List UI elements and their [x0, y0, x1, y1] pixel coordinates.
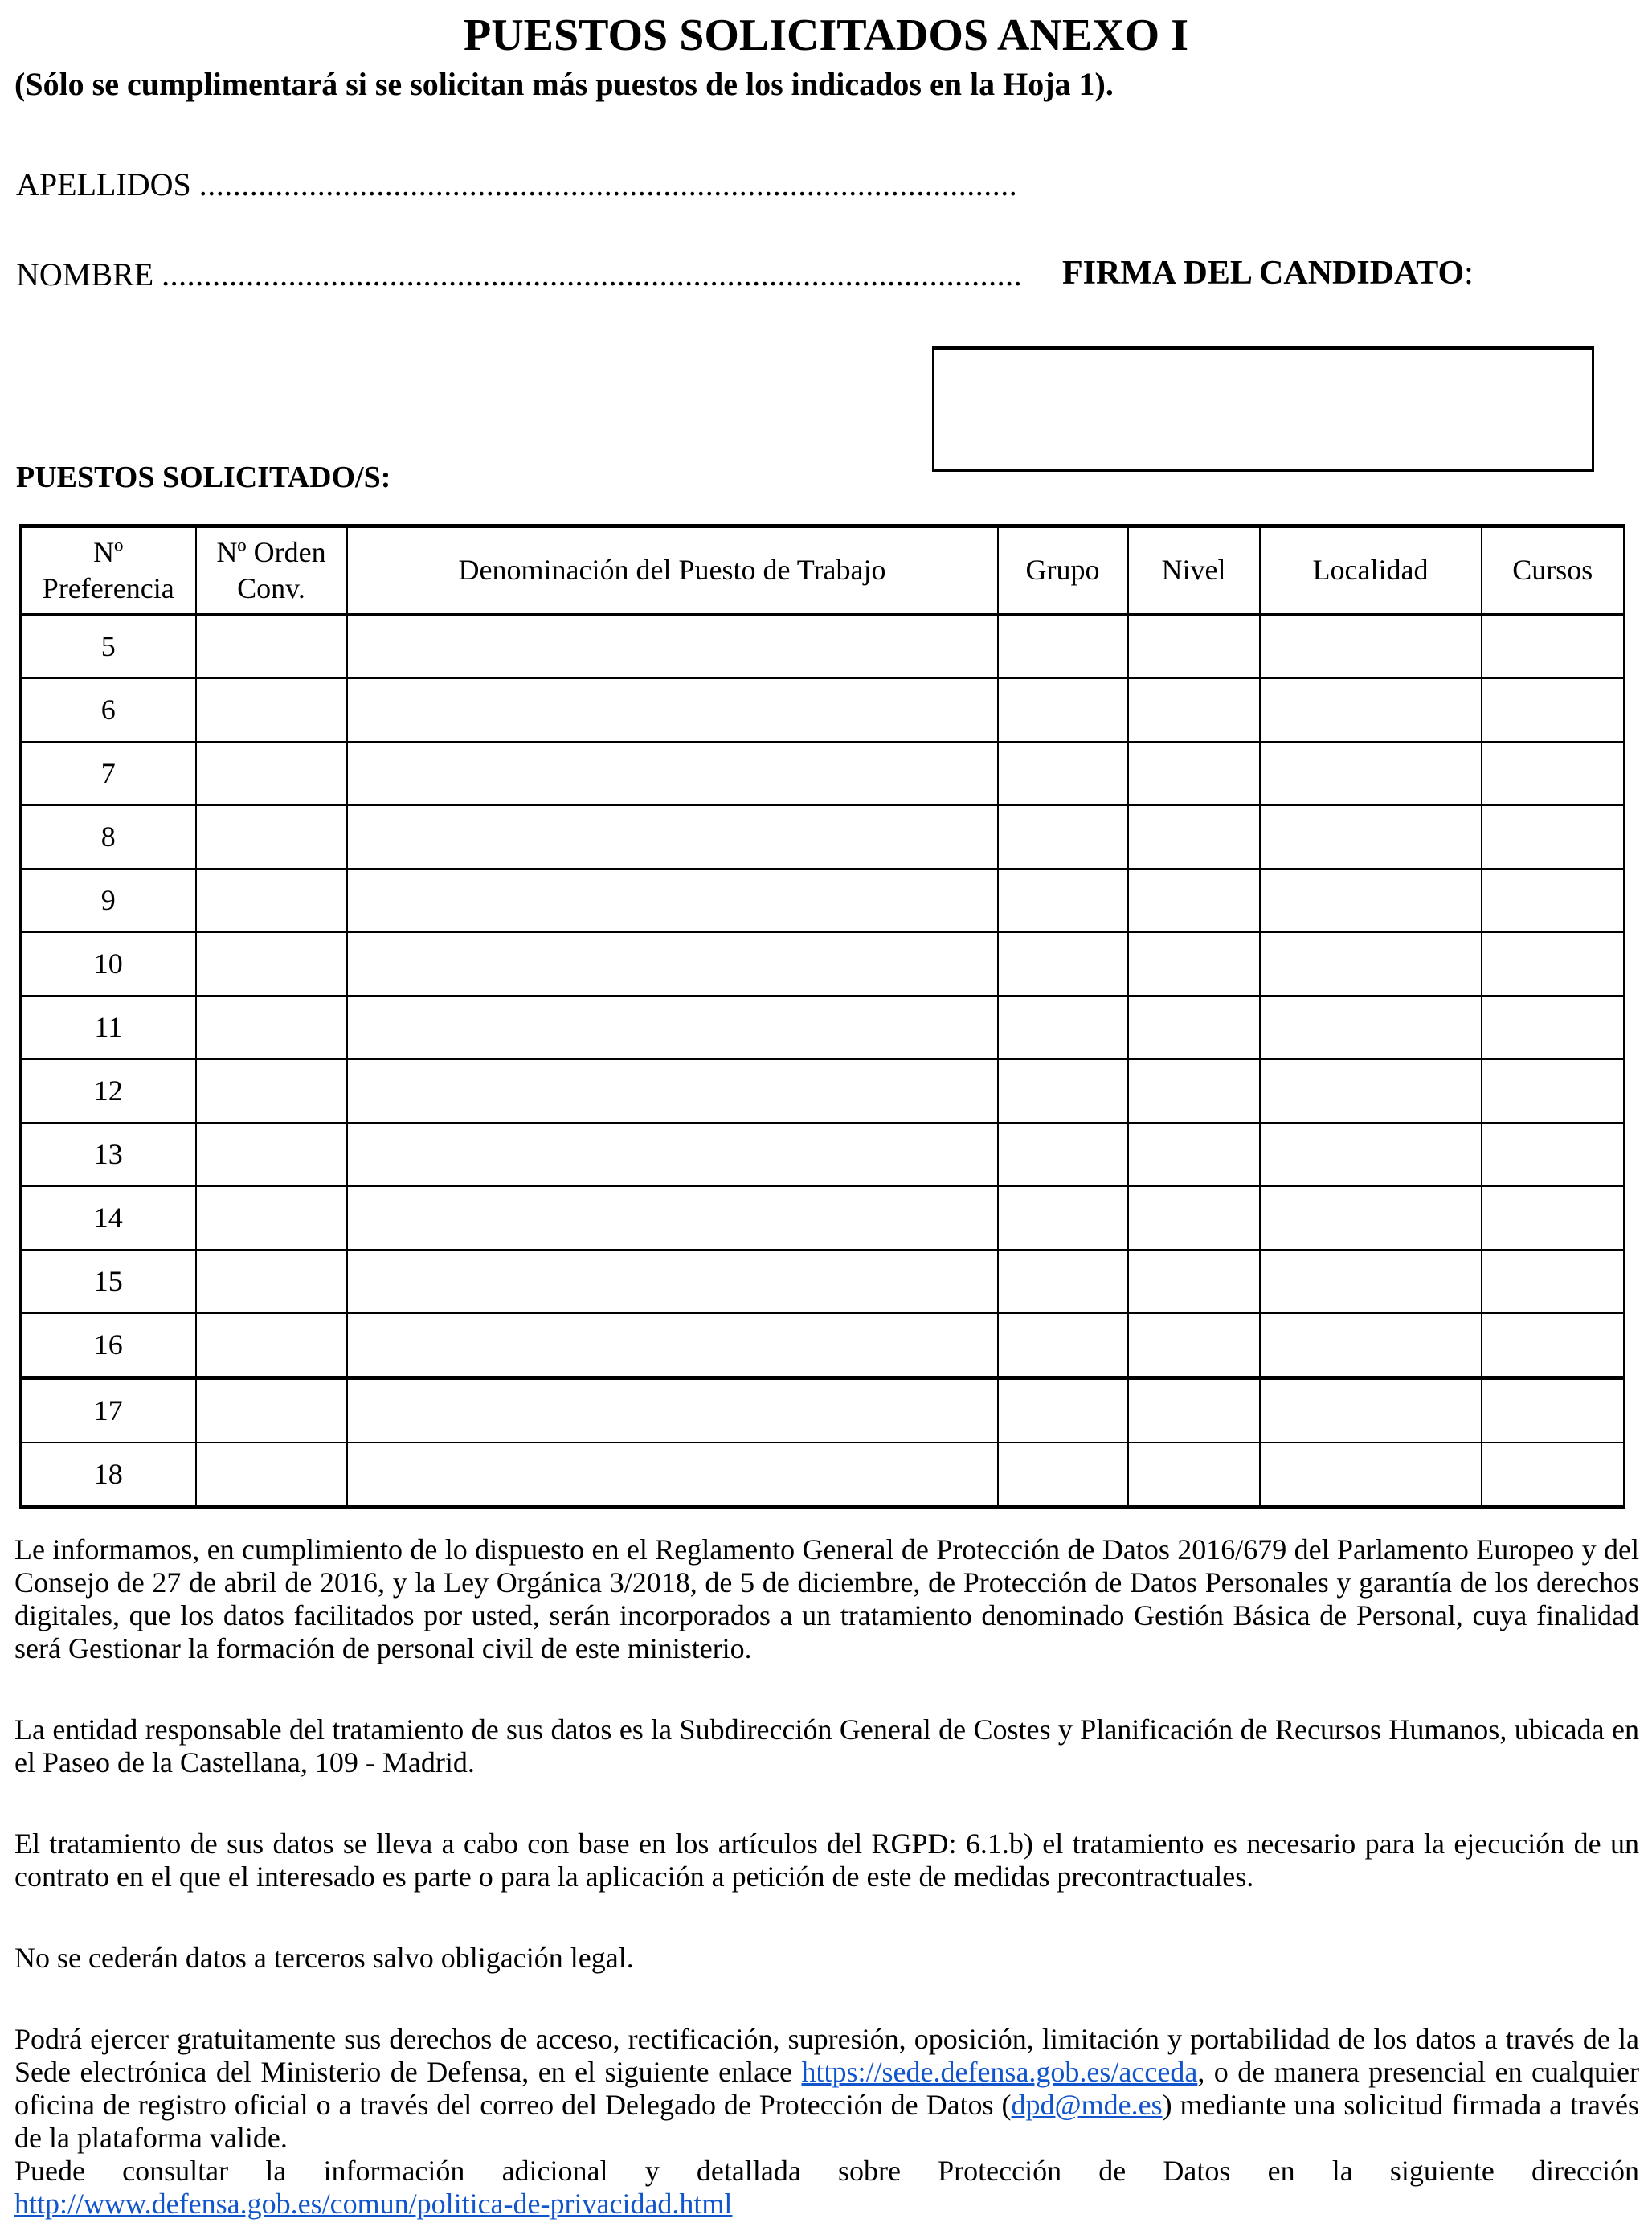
cell-num-preferencia: 9: [21, 869, 196, 932]
cell-cursos[interactable]: [1482, 1250, 1625, 1313]
cell-localidad[interactable]: [1260, 996, 1482, 1059]
cell-num-preferencia: 14: [21, 1186, 196, 1250]
cell-localidad[interactable]: [1260, 805, 1482, 869]
cell-denominacion[interactable]: [347, 996, 998, 1059]
header-nivel: Nivel: [1128, 526, 1260, 614]
cell-nivel[interactable]: [1128, 1313, 1260, 1378]
cell-grupo[interactable]: [998, 1313, 1128, 1378]
cell-cursos[interactable]: [1482, 678, 1625, 742]
table-row: [21, 742, 1625, 805]
cell-nivel[interactable]: [1128, 1059, 1260, 1123]
cell-grupo[interactable]: [998, 614, 1128, 678]
cell-num-orden-conv[interactable]: [196, 1123, 347, 1186]
cell-num-preferencia: 8: [21, 805, 196, 869]
table-row: [21, 678, 1625, 742]
cell-denominacion[interactable]: [347, 742, 998, 805]
positions-table: [19, 524, 1625, 1509]
cell-cursos[interactable]: [1482, 996, 1625, 1059]
legal-paragraph-cesion: No se cederán datos a terceros salvo obligación legal.: [14, 1941, 634, 1974]
cell-cursos[interactable]: [1482, 1313, 1625, 1378]
signature-box[interactable]: [932, 346, 1594, 472]
table-row: [21, 1186, 1625, 1250]
cell-cursos[interactable]: [1482, 614, 1625, 678]
page-title: PUESTOS SOLICITADOS ANEXO I: [464, 10, 1188, 60]
cell-denominacion[interactable]: [347, 1250, 998, 1313]
cell-num-preferencia: 16: [21, 1313, 196, 1378]
cell-localidad[interactable]: [1260, 742, 1482, 805]
paragraph-text: , o de manera presencial en cualquier oficina de registro oficial o a través del correo del Delegado de Protección de Datos (: [14, 2055, 1639, 2121]
header-localidad: Localidad: [1260, 526, 1482, 614]
cell-nivel[interactable]: [1128, 1123, 1260, 1186]
table-header-row: [21, 526, 1625, 614]
apellidos-line: [0, 167, 1652, 203]
apellidos-fill-field[interactable]: .................................................................................................: [198, 166, 1018, 203]
cell-num-orden-conv[interactable]: [196, 869, 347, 932]
cell-nivel[interactable]: [1128, 1186, 1260, 1250]
cell-localidad[interactable]: [1260, 932, 1482, 996]
cell-num-orden-conv[interactable]: [196, 742, 347, 805]
table-row: [21, 1123, 1625, 1186]
cell-localidad[interactable]: [1260, 1059, 1482, 1123]
paragraph-text: ) mediante una solicitud firmada a través de la plataforma valide.: [14, 2088, 1640, 2154]
header-denominacion-puesto: Denominación del Puesto de Trabajo: [347, 526, 998, 614]
cell-localidad[interactable]: [1260, 1123, 1482, 1186]
cell-cursos[interactable]: [1482, 1059, 1625, 1123]
cell-localidad[interactable]: [1260, 1250, 1482, 1313]
cell-num-orden-conv[interactable]: [196, 996, 347, 1059]
cell-denominacion[interactable]: [347, 678, 998, 742]
nombre-line: [0, 254, 1652, 293]
header-num-orden-conv: Nº Orden Conv.: [196, 526, 347, 614]
cell-num-orden-conv[interactable]: [196, 678, 347, 742]
cell-grupo[interactable]: [998, 1377, 1128, 1443]
cell-denominacion[interactable]: [347, 1443, 998, 1508]
cell-nivel[interactable]: [1128, 1250, 1260, 1313]
legal-paragraph-rgpd: Le informamos, en cumplimiento de lo dispuesto en el Reglamento General de Protección de Datos 2016/679 del Parlamento Europeo y del Consejo de 27 de abril de 2016, y la Ley Orgánica 3/2018, de 5 de diciembre, de Protección de Datos Personales y garantía de los derechos digitales, que los datos facilitados por usted, serán incorporados a un tratamiento denominado Gestión Básica de Personal, cuya finalidad será Gestionar la formación de personal civil de este ministerio.: [14, 1533, 1639, 1664]
cell-grupo[interactable]: [998, 1250, 1128, 1313]
nombre-fill-field[interactable]: ......................................................................................................: [162, 256, 1023, 293]
cell-denominacion[interactable]: [347, 1186, 998, 1250]
cell-denominacion[interactable]: [347, 869, 998, 932]
table-row: [21, 805, 1625, 869]
cell-num-preferencia: 7: [21, 742, 196, 805]
cell-cursos[interactable]: [1482, 1123, 1625, 1186]
cell-denominacion[interactable]: [347, 614, 998, 678]
cell-num-orden-conv[interactable]: [196, 805, 347, 869]
cell-num-preferencia: 12: [21, 1059, 196, 1123]
hyperlink[interactable]: http://www.defensa.gob.es/comun/politica-de-privacidad.html: [14, 2187, 733, 2220]
cell-num-preferencia: 18: [21, 1443, 196, 1508]
cell-localidad[interactable]: [1260, 1377, 1482, 1443]
cell-cursos[interactable]: [1482, 1186, 1625, 1250]
cell-localidad[interactable]: [1260, 1186, 1482, 1250]
nombre-label: NOMBRE: [16, 256, 154, 293]
legal-section: [0, 1533, 1652, 2221]
cell-grupo[interactable]: [998, 1059, 1128, 1123]
cell-localidad[interactable]: [1260, 614, 1482, 678]
cell-cursos[interactable]: [1482, 932, 1625, 996]
cell-num-orden-conv[interactable]: [196, 1377, 347, 1443]
cell-cursos[interactable]: [1482, 805, 1625, 869]
cell-nivel[interactable]: [1128, 678, 1260, 742]
cell-num-preferencia: 15: [21, 1250, 196, 1313]
cell-nivel[interactable]: [1128, 1443, 1260, 1508]
header-cursos: Cursos: [1482, 526, 1625, 614]
table-row: [21, 1313, 1625, 1378]
cell-num-orden-conv[interactable]: [196, 1250, 347, 1313]
cell-nivel[interactable]: [1128, 869, 1260, 932]
cell-num-orden-conv[interactable]: [196, 1313, 347, 1378]
paragraph-text: Podrá ejercer gratuitamente sus derechos de acceso, rectificación, supresión, oposición, limitación y portabilidad de los datos a través de la Sede electrónica del Ministerio de Defensa, en el siguiente enlace: [14, 2022, 1639, 2088]
table-row: [21, 996, 1625, 1059]
cell-cursos[interactable]: [1482, 869, 1625, 932]
cell-denominacion[interactable]: [347, 1123, 998, 1186]
cell-cursos[interactable]: [1482, 742, 1625, 805]
page-subtitle: (Sólo se cumplimentará si se solicitan más puestos de los indicados en la Hoja 1).: [14, 65, 1114, 102]
cell-num-orden-conv[interactable]: [196, 1443, 347, 1508]
cell-num-preferencia: 11: [21, 996, 196, 1059]
cell-grupo[interactable]: [998, 805, 1128, 869]
section-label-puestos-solicitados: PUESTOS SOLICITADO/S:: [16, 460, 391, 494]
header-grupo: Grupo: [998, 526, 1128, 614]
header-num-preferencia: Nº Preferencia: [21, 526, 196, 614]
cell-localidad[interactable]: [1260, 1313, 1482, 1378]
table-body: [21, 614, 1625, 1507]
cell-num-preferencia: 5: [21, 614, 196, 678]
cell-nivel[interactable]: [1128, 742, 1260, 805]
legal-paragraph-base-juridica: El tratamiento de sus datos se lleva a cabo con base en los artículos del RGPD: 6.1.b) el tratamiento es necesario para la ejecución de un contrato en el que el interesado es parte o para la aplicación a petición de este de medidas precontractuales.: [14, 1827, 1639, 1893]
cell-num-orden-conv[interactable]: [196, 1186, 347, 1250]
table-row: [21, 1377, 1625, 1443]
cell-num-preferencia: 10: [21, 932, 196, 996]
table-row: [21, 614, 1625, 678]
cell-grupo[interactable]: [998, 1123, 1128, 1186]
cell-denominacion[interactable]: [347, 1059, 998, 1123]
cell-grupo[interactable]: [998, 742, 1128, 805]
legal-paragraph-derechos: [14, 2023, 1639, 2155]
cell-nivel[interactable]: [1128, 614, 1260, 678]
cell-nivel[interactable]: [1128, 932, 1260, 996]
cell-nivel[interactable]: [1128, 1377, 1260, 1443]
cell-nivel[interactable]: [1128, 805, 1260, 869]
hyperlink[interactable]: dpd@mde.es: [1011, 2088, 1163, 2121]
cell-grupo[interactable]: [998, 678, 1128, 742]
cell-grupo[interactable]: [998, 1186, 1128, 1250]
table-row: [21, 869, 1625, 932]
cell-grupo[interactable]: [998, 1443, 1128, 1508]
table-row: [21, 1059, 1625, 1123]
cell-cursos[interactable]: [1482, 1443, 1625, 1508]
cell-localidad[interactable]: [1260, 678, 1482, 742]
cell-cursos[interactable]: [1482, 1377, 1625, 1443]
cell-localidad[interactable]: [1260, 869, 1482, 932]
cell-denominacion[interactable]: [347, 1313, 998, 1378]
hyperlink[interactable]: https://sede.defensa.gob.es/acceda: [801, 2055, 1198, 2088]
cell-denominacion[interactable]: [347, 1377, 998, 1443]
cell-grupo[interactable]: [998, 996, 1128, 1059]
legal-paragraph-responsable: La entidad responsable del tratamiento de sus datos es la Subdirección General de Costes y Planificación de Recursos Humanos, ubicada en el Paseo de la Castellana, 109 - Madrid.: [14, 1713, 1639, 1779]
cell-num-preferencia: 6: [21, 678, 196, 742]
cell-denominacion[interactable]: [347, 805, 998, 869]
legal-paragraph-info-adicional: [14, 2155, 1639, 2221]
apellidos-label: APELLIDOS: [16, 166, 191, 203]
cell-grupo[interactable]: [998, 932, 1128, 996]
cell-num-preferencia: 17: [21, 1377, 196, 1443]
table-row: [21, 1250, 1625, 1313]
cell-localidad[interactable]: [1260, 1443, 1482, 1508]
paragraph-text: Puede consultar la información adicional y detallada sobre Protección de Datos en la siguiente dirección: [14, 2154, 1639, 2187]
cell-num-orden-conv[interactable]: [196, 614, 347, 678]
firma-colon: :: [1464, 254, 1474, 292]
table-row: [21, 932, 1625, 996]
cell-num-preferencia: 13: [21, 1123, 196, 1186]
cell-grupo[interactable]: [998, 869, 1128, 932]
table-row: [21, 1443, 1625, 1508]
cell-denominacion[interactable]: [347, 932, 998, 996]
cell-num-orden-conv[interactable]: [196, 932, 347, 996]
firma-candidato-label: FIRMA DEL CANDIDATO:: [1062, 254, 1474, 292]
cell-nivel[interactable]: [1128, 996, 1260, 1059]
cell-num-orden-conv[interactable]: [196, 1059, 347, 1123]
